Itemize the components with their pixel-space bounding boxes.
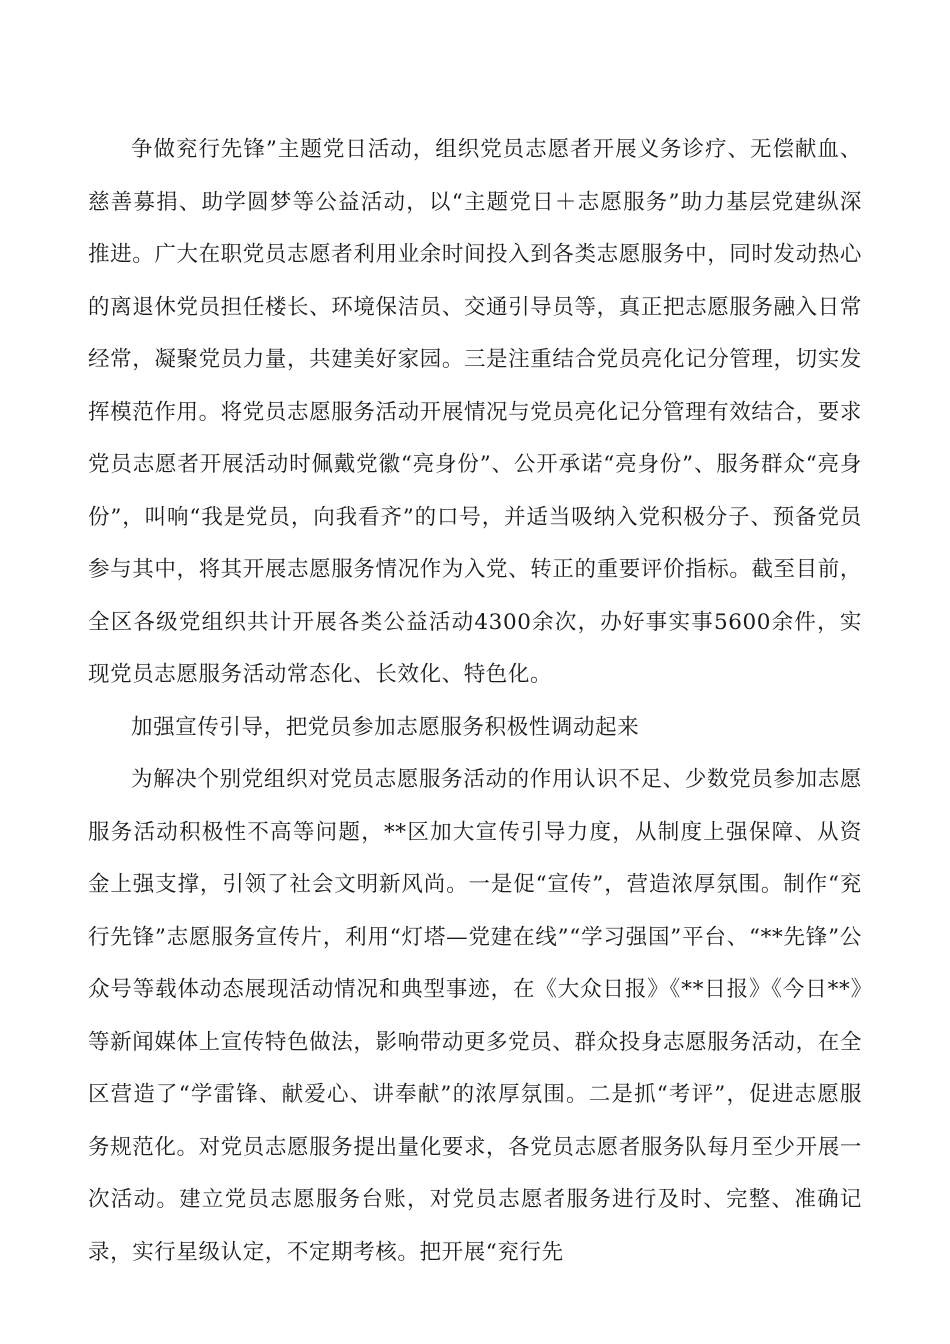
section-heading-publicity: 加强宣传引导，把党员参加志愿服务积极性调动起来	[131, 714, 640, 740]
paragraph-volunteer-activities: 争做兖行先锋”主题党日活动，组织党员志愿者开展义务诊疗、无偿献血、慈善募捐、助学圆梦等公益活动，以“主题党日＋志愿服务”助力基层党建纵深推进。广大在职党员志愿者利用业余时间投入到各类志愿服务中，同时发动热心的离退休党员担任楼长、环境保洁员、交通引导员等，真正把志愿服务融入日常经常，凝聚党员力量，共建美好家园。三是注重结合党员亮化记分管理，切实发挥模范作用。将党员志愿服务活动开展情况与党员亮化记分管理有效结合，要求党员志愿者开展活动时佩戴党徽“亮身份”、公开承诺“亮身份”、服务群众“亮身份”，叫响“我是党员，向我看齐”的口号，并适当吸纳入党积极分子、预备党员参与其中，将其开展志愿服务情况作为入党、转正的重要评价指标。截至目前，全区各级党组织共计开展各类公益活动4300余次，办好事实事5600余件，实现党员志愿服务活动常态化、长效化、特色化。	[88, 137, 862, 687]
paragraph-publicity-guidance: 为解决个别党组织对党员志愿服务活动的作用认识不足、少数党员参加志愿服务活动积极性不高等问题，**区加大宣传引导力度，从制度上强保障、从资金上强支撑，引领了社会文明新风尚。一是促“宣传”，营造浓厚氛围。制作“兖行先锋”志愿服务宣传片，利用“灯塔—党建在线”“学习强国”平台、“**先锋”公众号等载体动态展现活动情况和典型事迹，在《大众日报》《**日报》《今日**》等新闻媒体上宣传特色做法，影响带动更多党员、群众投身志愿服务活动，在全区营造了“学雷锋、献爱心、讲奉献”的浓厚氛围。二是抓“考评”，促进志愿服务规范化。对党员志愿服务提出量化要求，各党员志愿者服务队每月至少开展一次活动。建立党员志愿服务台账，对党员志愿者服务进行及时、完整、准确记录，实行星级认定，不定期考核。把开展“兖行先	[88, 767, 862, 1265]
document-body	[88, 124, 862, 1279]
